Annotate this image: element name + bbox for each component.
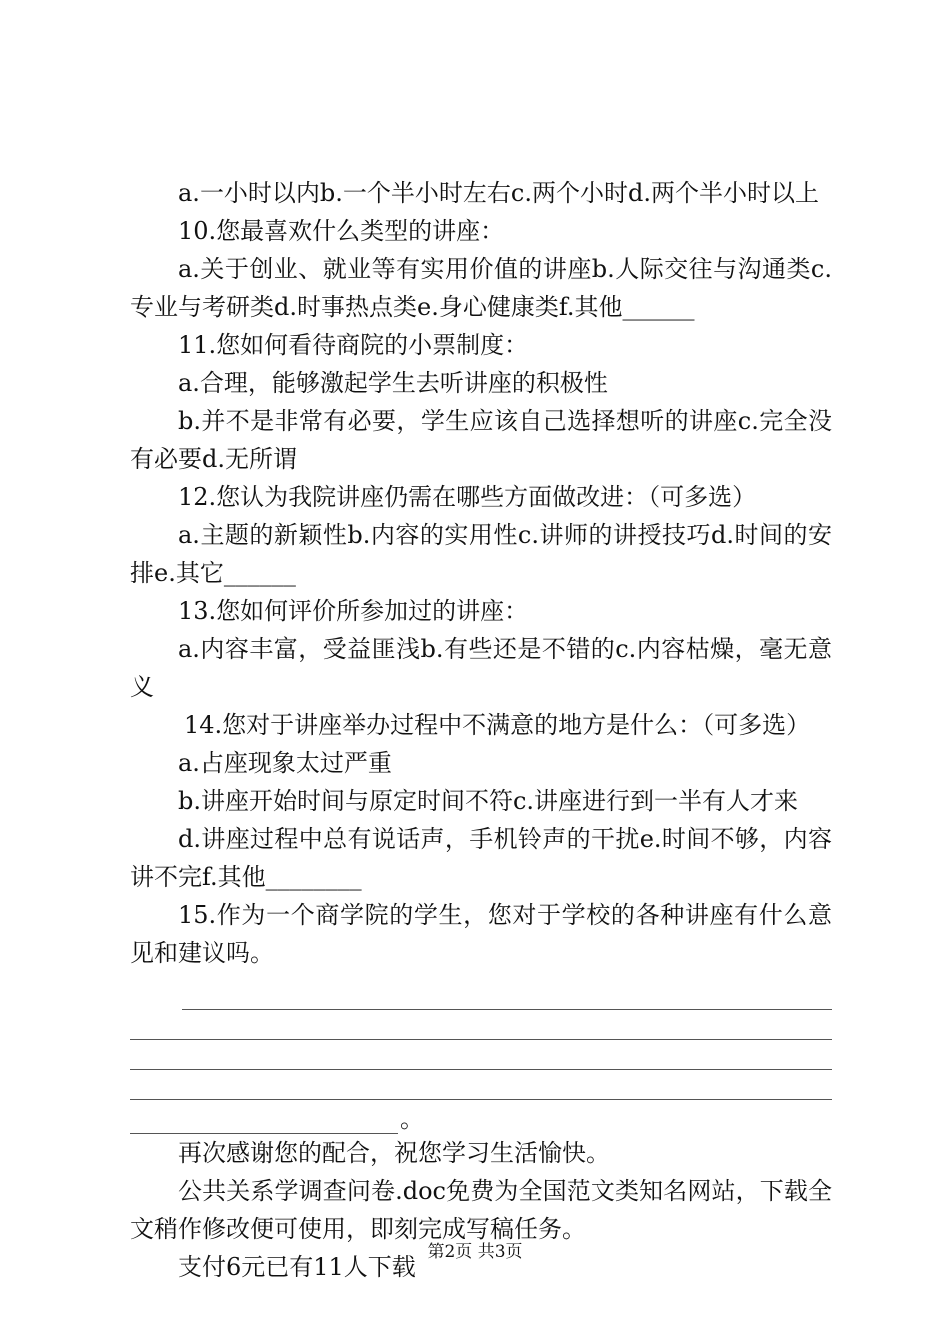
paragraph-q11-options-bcd: b.并不是非常有必要，学生应该自己选择想听的讲座c.完全没有必要d.无所谓 — [130, 407, 832, 473]
paragraph-q14-options-def: d.讲座过程中总有说话声，手机铃声的干扰e.时间不够，内容讲不完f.其他________ — [130, 825, 832, 891]
paragraph-q15: 15.作为一个商学院的学生，您对于学校的各种讲座有什么意见和建议吗。 — [130, 901, 832, 967]
answer-end-mark: 。 — [400, 1105, 424, 1133]
answer-line — [130, 1070, 832, 1100]
paragraph-q9-options: a.一小时以内b.一个半小时左右c.两个小时d.两个半小时以上 — [178, 179, 819, 207]
answer-line — [182, 980, 832, 1010]
paragraph-q14-options-bc: b.讲座开始时间与原定时间不符c.讲座进行到一半有人才来 — [178, 787, 799, 815]
closing-thanks: 再次感谢您的配合，祝您学习生活愉快。 — [178, 1139, 610, 1167]
paragraph-q13: 13.您如何评价所参加过的讲座： — [178, 597, 529, 625]
paragraph-q10-options: a.关于创业、就业等有实用价值的讲座b.人际交往与沟通类c.专业与考研类d.时事热点类e.身心健康类f.其他______ — [130, 255, 832, 321]
document-body — [130, 174, 832, 1286]
answer-last-line — [130, 1100, 832, 1134]
paragraph-q14-option-a: a.占座现象太过严重 — [178, 749, 392, 777]
paragraph-q11: 11.您如何看待商院的小票制度： — [178, 331, 529, 359]
paragraph-q14: 14.您对于讲座举办过程中不满意的地方是什么：（可多选） — [184, 711, 811, 739]
closing-payment-note: 支付6元已有11人下载 — [178, 1253, 416, 1281]
answer-line-short — [130, 1108, 398, 1134]
paragraph-q13-options: a.内容丰富，受益匪浅b.有些还是不错的c.内容枯燥，毫无意义 — [130, 635, 832, 701]
page-footer: 第2页 共3页 — [427, 1242, 523, 1262]
paragraph-q12: 12.您认为我院讲座仍需在哪些方面做改进：（可多选） — [178, 483, 757, 511]
paragraph-q10: 10.您最喜欢什么类型的讲座： — [178, 217, 505, 245]
answer-line — [130, 1010, 832, 1040]
closing-download-note: 公共关系学调查问卷.doc免费为全国范文类知名网站，下载全文稍作修改便可使用，即刻完成写稿任务。 — [130, 1177, 832, 1243]
paragraph-q12-options: a.主题的新颖性b.内容的实用性c.讲师的讲授技巧d.时间的安排e.其它______ — [130, 521, 832, 587]
paragraph-q11-option-a: a.合理，能够激起学生去听讲座的积极性 — [178, 369, 608, 397]
answer-line — [130, 1040, 832, 1070]
answer-blank-lines — [130, 980, 832, 1134]
